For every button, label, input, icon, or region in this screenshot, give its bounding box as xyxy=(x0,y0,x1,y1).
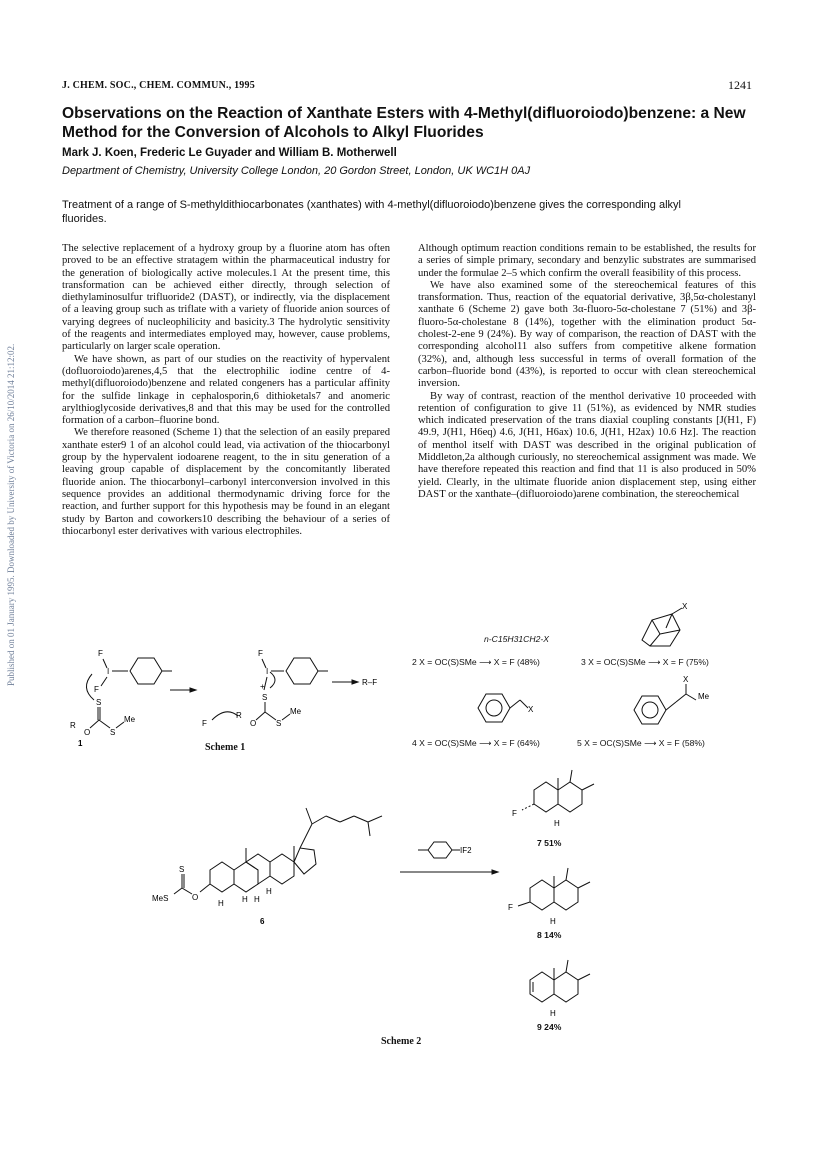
methylthio-label: MeS xyxy=(152,894,169,903)
reagent-label: IF2 xyxy=(460,846,472,855)
curved-arrow xyxy=(212,712,238,720)
r-group-label: R xyxy=(236,711,242,720)
compound-number: 1 xyxy=(78,739,83,748)
formula-2-result: 2 X = OC(S)SMe ⟶ X = F (48%) xyxy=(412,657,540,667)
product-9-yield: 9 24% xyxy=(537,1022,562,1032)
product-9-structure xyxy=(504,950,604,1022)
hydrogen-label: H xyxy=(242,895,248,904)
cholestanyl-xanthate-structure xyxy=(150,770,390,930)
paragraph: Although optimum reaction conditions remain to be established, the results for a series of simple primary, secondary and benzylic substrates are summarised under the formulae 2–5 which confirm the overall feasibility of this process. xyxy=(418,243,756,279)
hydrogen-label: H xyxy=(550,917,556,926)
left-column xyxy=(62,243,390,538)
substituent-x: X xyxy=(528,705,534,714)
oxygen-label: O xyxy=(84,728,91,737)
methyl-label: Me xyxy=(698,692,710,701)
paragraph: By way of contrast, reaction of the menthol derivative 10 proceeded with retention of configuration to give 11 (51%), as evidenced by NMR studies which indicated preservation of the trans diaxial coupling constants [J(H1, F) 49.9, J(H1, H6eq) 4.6, J(H1, H6ax) 10.6, J(H1, H2ax) 10.6 Hz]. The reaction of menthol itself with DAST was described in the original publication of Middleton,2a although curiously, no stereochemical assignment was made. We have therefore repeated this reaction and find that 11 is also produced in 50% yield. Clearly, in the ultimate fluoride anion displacement step, using either DAST or the xanthate–(difluoroiodo)arene combination, the stereochemical xyxy=(418,390,756,500)
paragraph: We have shown, as part of our studies on the reactivity of hypervalent (dofluoroiodo)arenes,4,5 that the electrophilic iodine centre of 4-methyl(difluoroiodo)benzene and related congeners has a particular affinity for the sulfide linkage in cephalosporin,6 dithioketals7 and anomeric arylthioglycoside derivatives,8 and that this may be used for the controlled formation of a carbon–fluorine bond. xyxy=(62,353,390,427)
paragraph: We therefore reasoned (Scheme 1) that the selection of an easily prepared xanthate ester9 1 of an alcohol could lead, via activation of the thiocarbonyl group by the hypervalent iodoarene reagent, to the in situ generation of a leaving group capable of displacement by the concomitantly liberated fluoride anion. The thiocarbonyl–carbonyl interconversion involved in this sequence provides an additional thermodynamic driving force for the reaction, and further support for this hypothesis may be found in an elegant study by Barton and coworkers10 describing the behaviour of a series of thiocarbonyl ester derivatives with various electrophiles. xyxy=(62,427,390,537)
sulfur-label: S xyxy=(96,698,102,707)
fluorine-label: F xyxy=(98,649,103,658)
paragraph: The selective replacement of a hydroxy group by a fluorine atom has often proved to be an effective stratagem within the pharmaceutical industry for the generation of biologically active molecules.1 At the present time, this transformation can be achieved either directly, through selection of diethylaminosulfur trifluoride2 (DAST), or indirectly, via the displacement of a leaving group such as triflate with a variety of fluoride anion sources of varying degrees of nucleophilicity and basicity.3 The hydrolytic sensitivity of the reagents and intermediates employed may, however, cause problems, particularly on larger scale operation. xyxy=(62,243,390,353)
compound-number: 6 xyxy=(260,917,265,926)
formula-3-result: 3 X = OC(S)SMe ⟶ X = F (75%) xyxy=(581,657,709,667)
methyl-label: Me xyxy=(124,715,136,724)
author-list: Mark J. Koen, Frederic Le Guyader and William B. Motherwell xyxy=(62,147,397,159)
journal-header: J. CHEM. SOC., CHEM. COMMUN., 1995 xyxy=(62,80,255,91)
scheme-2-caption: Scheme 2 xyxy=(381,1036,422,1047)
hexadecyl-formula: n-C15H31CH2-X xyxy=(484,634,549,644)
fluorine-label: F xyxy=(258,649,263,658)
benzene-ring xyxy=(286,658,318,684)
fluorine-label: F xyxy=(202,719,207,728)
benzyl-structure xyxy=(468,688,558,728)
article-title: Observations on the Reaction of Xanthate Esters with 4-Methyl(difluoroiodo)benzene: a New Method for the Conversion of Alcohols to Alkyl Fluorides xyxy=(62,105,746,141)
affiliation: Department of Chemistry, University College London, 20 Gordon Street, London, UK WC1H 0AJ xyxy=(62,165,531,177)
product-label: R–F xyxy=(362,678,378,687)
benzene-ring xyxy=(130,658,162,684)
substituent-x: X xyxy=(683,675,689,684)
iodine-label: I xyxy=(107,667,110,676)
hydrogen-label: H xyxy=(554,819,560,828)
right-column xyxy=(418,243,756,501)
page-number: 1241 xyxy=(728,78,752,92)
formula-4-result: 4 X = OC(S)SMe ⟶ X = F (64%) xyxy=(412,738,540,748)
download-watermark: Published on 01 January 1995. Downloaded by University of Victoria on 26/10/2014 21:12:02. xyxy=(6,343,16,686)
fluorine-label: F xyxy=(508,903,513,912)
scheme-1-caption: Scheme 1 xyxy=(205,742,246,753)
sulfur-label: S xyxy=(110,728,116,737)
reaction-arrow xyxy=(400,838,500,888)
sulfur-label: S xyxy=(262,693,268,702)
adamantane-structure xyxy=(632,600,692,650)
sulfur-label: S xyxy=(179,865,185,874)
plus-sign: + xyxy=(260,682,265,691)
phenylpropyl-structure xyxy=(628,672,728,728)
formula-5-result: 5 X = OC(S)SMe ⟶ X = F (58%) xyxy=(577,738,705,748)
abstract: Treatment of a range of S-methyldithiocarbonates (xanthates) with 4-methyl(difluoroiodo)benzene gives the corresponding alkyl fluorides. xyxy=(62,199,681,225)
product-7-yield: 7 51% xyxy=(537,838,562,848)
methyl-label: Me xyxy=(290,707,302,716)
product-8-yield: 8 14% xyxy=(537,930,562,940)
oxygen-label: O xyxy=(192,893,199,902)
hydrogen-label: H xyxy=(218,899,224,908)
substituent-x: X xyxy=(682,602,688,611)
fluorine-label: F xyxy=(94,685,99,694)
oxygen-label: O xyxy=(250,719,257,728)
paragraph: We have also examined some of the stereochemical features of this transformation. Thus, reaction of the equatorial derivative, 3β,5α-cholestanyl xanthate 6 (Scheme 2) gave both 3α-fluoro-5α-cholestane 7 (51%) and 3β-fluoro-5α-cholestane 8 (14%), together with the elimination product 5α-cholest-2-ene 9 (24%). By way of comparison, the reaction of DAST with the corresponding alcohol11 also suffers from competitive alkene formation (32%), and, although less successful in terms of overall formation of the carbon–fluoride bond (43%), is reported to occur with clean stereochemical inversion. xyxy=(418,279,756,390)
sulfur-label: S xyxy=(276,719,282,728)
product-7-structure xyxy=(508,760,608,832)
hydrogen-label: H xyxy=(254,895,260,904)
fluorine-label: F xyxy=(512,809,517,818)
hydrogen-label: H xyxy=(550,1009,556,1018)
curved-arrow xyxy=(270,672,275,688)
iodine-label: I xyxy=(266,667,269,676)
product-8-structure xyxy=(504,858,604,930)
curved-arrow xyxy=(86,674,94,700)
hydrogen-label: H xyxy=(266,887,272,896)
r-group-label: R xyxy=(70,721,76,730)
